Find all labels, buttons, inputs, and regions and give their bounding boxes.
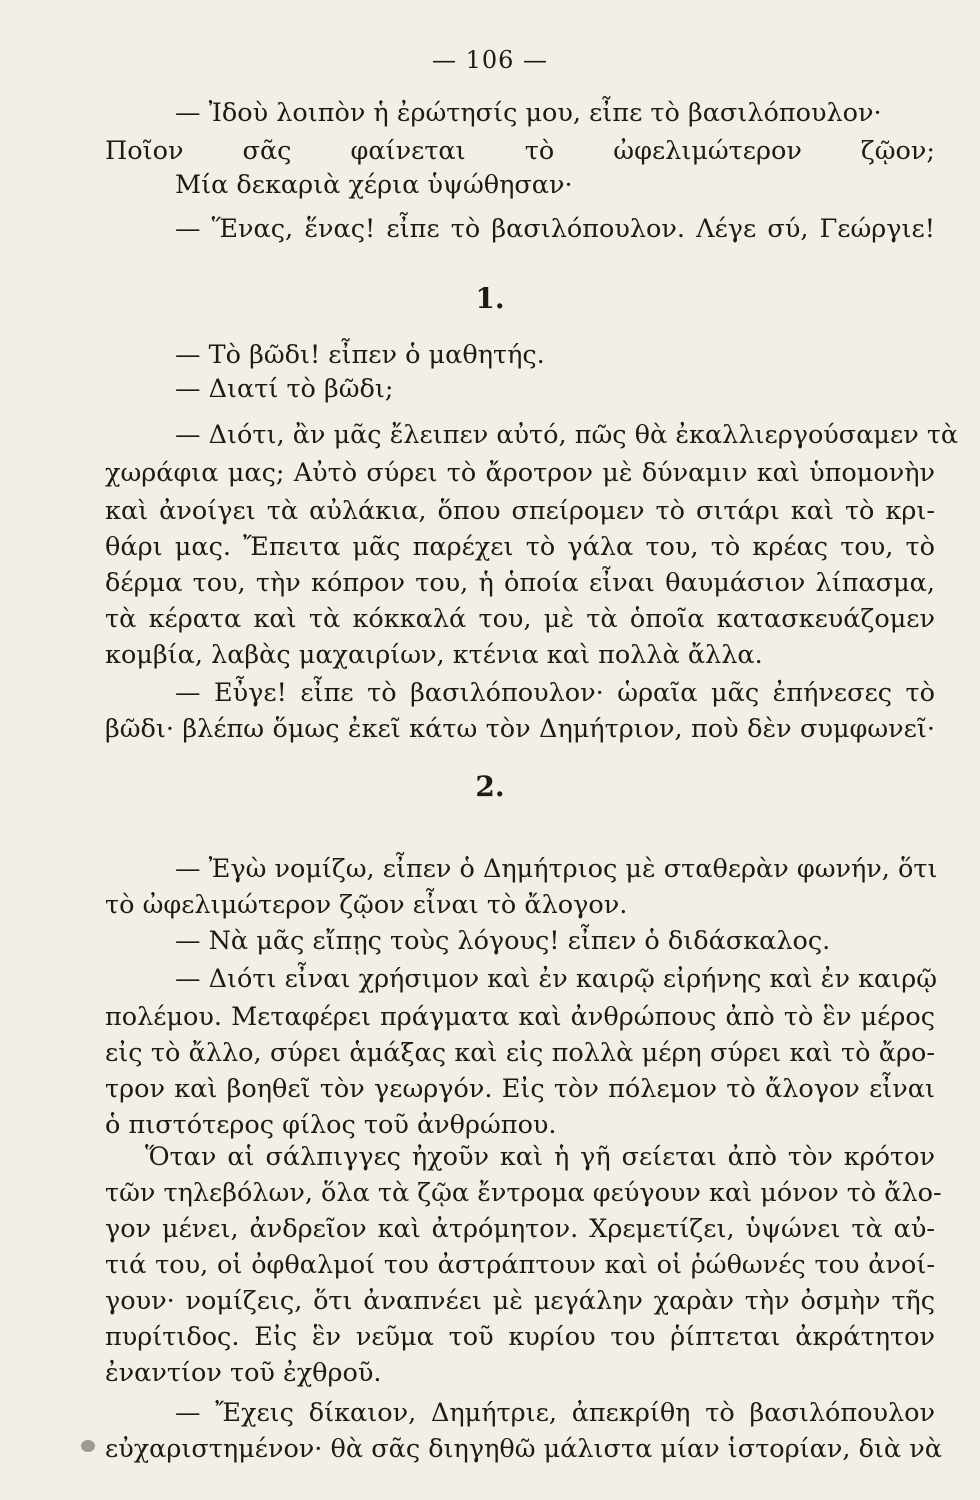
page-number: — 106 — [431, 46, 549, 74]
text-line: κομβία, λαβὰς μαχαιρίων, κτένια καὶ πολλὰ ἄλλα. [105, 640, 763, 670]
text-line: ἐναντίον τοῦ ἐχθροῦ. [105, 1358, 382, 1388]
text-line: Ποῖον σᾶς φαίνεται τὸ ὠφελιμώτερον ζῷον; [105, 136, 935, 166]
text-line: εὐχαριστημένον· θὰ σᾶς διηγηθῶ μάλιστα μίαν ἱστορίαν, διὰ νὰ [105, 1434, 942, 1464]
text-line: — Νὰ μᾶς εἴπῃς τοὺς λόγους! εἶπεν ὁ διδάσκαλος. [175, 926, 831, 956]
text-line: τῶν τηλεβόλων, ὅλα τὰ ζῷα ἔντρομα φεύγουν καὶ μόνον τὸ ἄλο- [105, 1178, 942, 1208]
text-line: γον μένει, ἀνδρεῖον καὶ ἀτρόμητον. Χρεμετίζει, ὑψώνει τὰ αὐ- [105, 1214, 935, 1244]
text-line: — Διότι εἶναι χρήσιμον καὶ ἐν καιρῷ εἰρήνης καὶ ἐν καιρῷ [175, 964, 938, 994]
text-line: — Ἔχεις δίκαιον, Δημήτριε, ἀπεκρίθη τὸ βασιλόπουλον [175, 1398, 935, 1428]
text-line: τὰ κέρατα καὶ τὰ κόκκαλά του, μὲ τὰ ὁποῖα κατασκευάζομεν [105, 604, 935, 634]
text-line: — Ἕνας, ἕνας! εἶπε τὸ βασιλόπουλον. Λέγε σύ, Γεώργιε! [175, 214, 935, 244]
text-line: τρον καὶ βοηθεῖ τὸν γεωργόν. Εἰς τὸν πόλεμον τὸ ἄλογον εἶναι [105, 1074, 935, 1104]
section-number: 2. [475, 770, 505, 803]
text-line: — Διατί τὸ βῶδι; [175, 374, 394, 404]
text-line: πολέμου. Μεταφέρει πράγματα καὶ ἀνθρώπους ἀπὸ τὸ ἓν μέρος [105, 1002, 935, 1032]
text-line: — Ἐγὼ νομίζω, εἶπεν ὁ Δημήτριος μὲ σταθερὰν φωνήν, ὅτι [175, 854, 938, 884]
text-line: — Διότι, ἂν μᾶς ἔλειπεν αὐτό, πῶς θὰ ἐκαλλιεργούσαμεν τὰ [175, 420, 959, 450]
text-line: — Εὖγε! εἶπε τὸ βασιλόπουλον· ὡραῖα μᾶς ἐπήνεσες τὸ [175, 678, 935, 708]
text-line: θάρι μας. Ἔπειτα μᾶς παρέχει τὸ γάλα του, τὸ κρέας του, τὸ [105, 532, 935, 562]
text-line: βῶδι· βλέπω ὅμως ἐκεῖ κάτω τὸν Δημήτριον, ποὺ δὲν συμφωνεῖ· [105, 714, 935, 744]
text-line: ὁ πιστότερος φίλος τοῦ ἀνθρώπου. [105, 1110, 557, 1140]
section-number: 1. [475, 282, 505, 315]
text-line: — Ἰδοὺ λοιπὸν ἡ ἐρώτησίς μου, εἶπε τὸ βασιλόπουλον· [175, 98, 882, 128]
text-line: δέρμα του, τὴν κόπρον του, ἡ ὁποία εἶναι θαυμάσιον λίπασμα, [105, 568, 935, 598]
text-line: πυρίτιδος. Εἰς ἓν νεῦμα τοῦ κυρίου του ῥίπτεται ἀκράτητον [105, 1322, 935, 1352]
ink-blot [81, 1440, 95, 1452]
text-line: Ὅταν αἱ σάλπιγγες ἠχοῦν καὶ ἡ γῆ σείεται ἀπὸ τὸν κρότον [145, 1142, 935, 1172]
text-line: χωράφια μας; Αὐτὸ σύρει τὸ ἄροτρον μὲ δύναμιν καὶ ὑπομονὴν [105, 458, 935, 488]
text-line: τιά του, οἱ ὀφθαλμοί του ἀστράπτουν καὶ οἱ ῥώθωνές του ἀνοί- [105, 1250, 935, 1280]
text-line: — Τὸ βῶδι! εἶπεν ὁ μαθητής. [175, 340, 545, 370]
text-line: καὶ ἀνοίγει τὰ αὐλάκια, ὅπου σπείρομεν τὸ σιτάρι καὶ τὸ κρι- [105, 496, 935, 526]
text-line: εἰς τὸ ἄλλο, σύρει ἁμάξας καὶ εἰς πολλὰ μέρη σύρει καὶ τὸ ἄρο- [105, 1038, 935, 1068]
text-line: τὸ ὠφελιμώτερον ζῷον εἶναι τὸ ἄλογον. [105, 890, 628, 920]
text-line: γουν· νομίζεις, ὅτι ἀναπνέει μὲ μεγάλην χαρὰν τὴν ὀσμὴν τῆς [105, 1286, 935, 1316]
text-line: Μία δεκαριὰ χέρια ὑψώθησαν· [175, 170, 573, 200]
